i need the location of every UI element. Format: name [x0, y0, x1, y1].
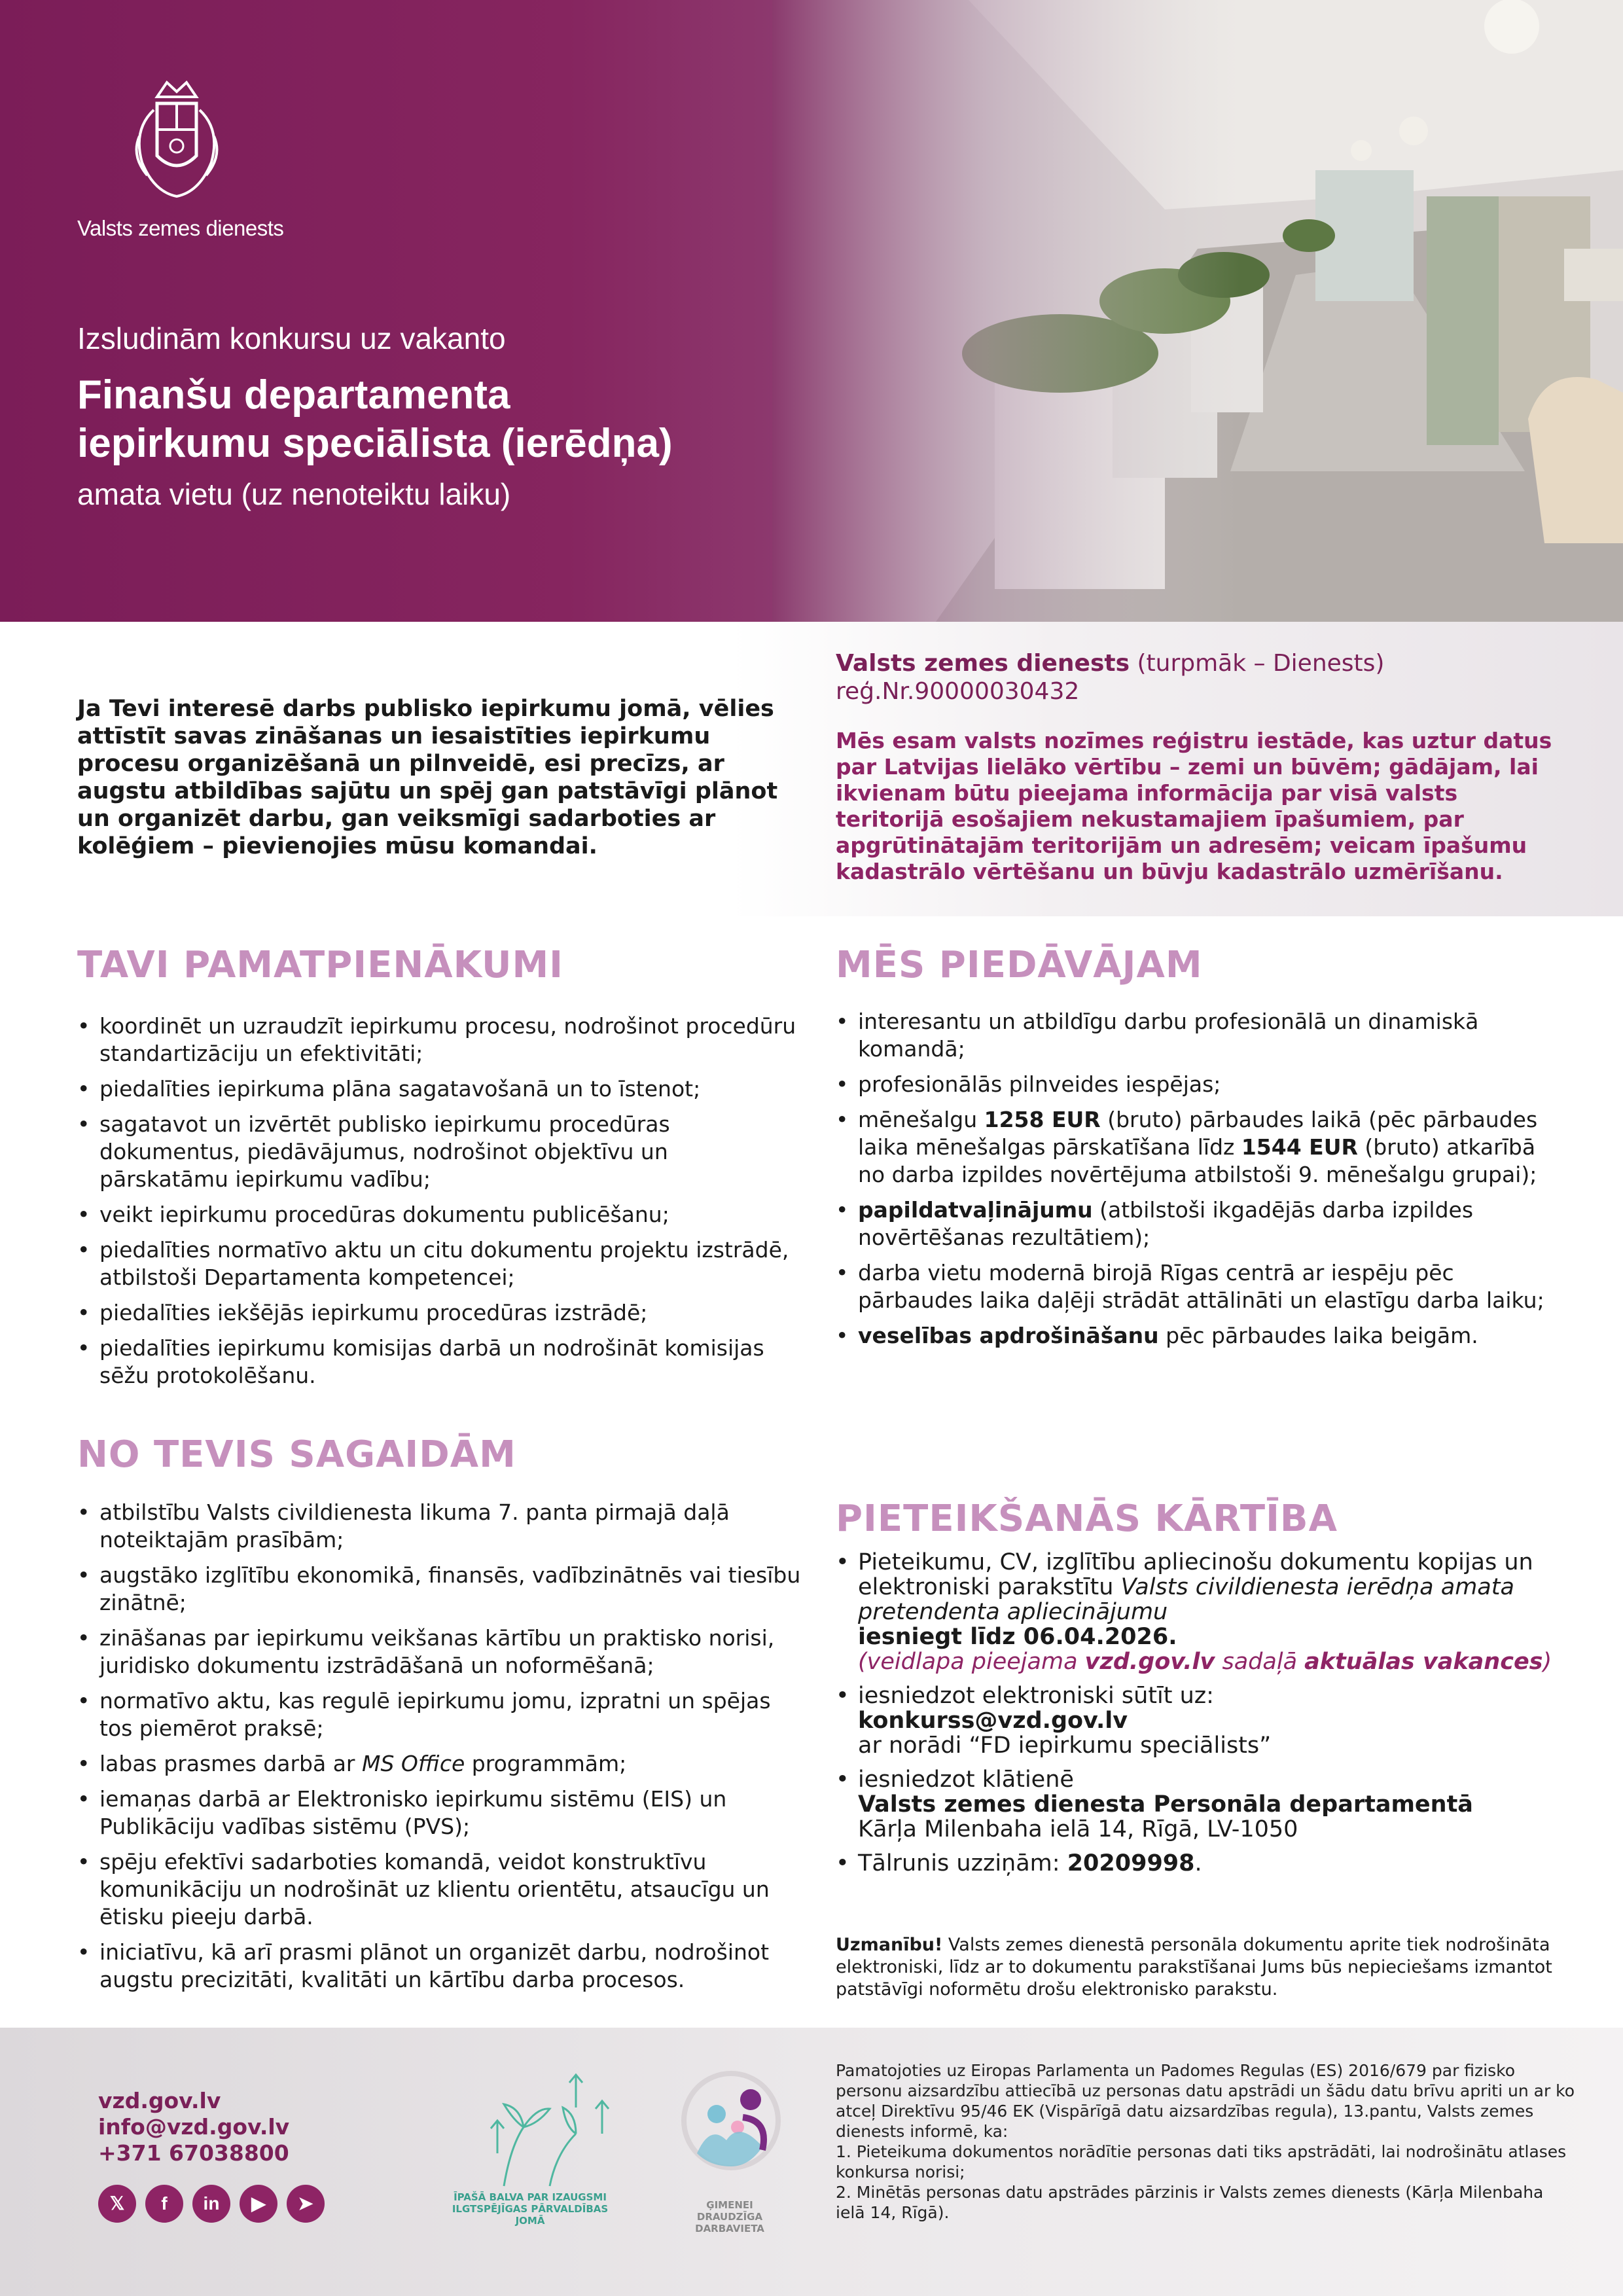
application-note: ar norādi “FD iepirkumu speciālists” [858, 1732, 1272, 1759]
application-form-name: Valsts civildienesta ierēdņa amata pretendenta apliecinājumu [858, 1574, 1514, 1625]
list-item: • spēju efektīvi sadarboties komandā, veidot konstruktīvu komunikāciju un nodrošināt uz klientu orientētu, atsaucīgu un ētisku pieeju darbā. [77, 1848, 804, 1931]
facebook-icon[interactable]: f [145, 2185, 183, 2223]
requirements-heading: NO TEVIS SAGAIDĀM [77, 1433, 516, 1476]
application-heading: PIETEIKŠANĀS KĀRTĪBA [836, 1498, 1338, 1540]
list-item: • interesantu un atbildīgu darbu profesionālā un dinamiskā komandā; [836, 1008, 1569, 1063]
warning-label: Uzmanību! [836, 1935, 943, 1955]
brand-name: Valsts zemes dienests [77, 216, 284, 240]
office-photo [772, 0, 1623, 622]
header-banner [0, 0, 1623, 622]
duties-list [77, 1013, 804, 1397]
footer-website[interactable]: vzd.gov.lv [98, 2088, 221, 2113]
bonus-text: (atbilstoši ikgadējās darba izpildes novērtēšanas rezultātiem); [858, 1197, 1474, 1250]
award-caption: ĪPAŠĀ BALVA PAR IZAUGSMI ILGTSPĒJĪGAS PĀRVALDĪBAS JOMĀ [452, 2191, 609, 2227]
coat-of-arms-logo [128, 77, 226, 208]
list-item: • iniciatīvu, kā arī prasmi plānot un organizēt darbu, nodrošinot augstu precizitāti, kvalitāti un kārtību darba procesos. [77, 1939, 804, 1994]
list-item: • piedalīties iekšējās iepirkumu procedūras izstrādē; [77, 1299, 804, 1327]
list-item: • darba vietu modernā birojā Rīgas centrā ar iespēju pēc pārbaudes laika daļēji strādāt attālināti un elastīgu darba laiku; [836, 1259, 1569, 1314]
list-item: • piedalīties normatīvo aktu un citu dokumentu projektu izstrādē, atbilstoši Departamenta kompetencei; [77, 1236, 804, 1291]
list-item: • profesionālās pilnveides iespējas; [836, 1071, 1569, 1098]
list-item: • normatīvo aktu, kas regulē iepirkumu jomu, izpratni un spējas tos piemērot praksē; [77, 1687, 804, 1742]
ms-office-name: MS Office [361, 1751, 465, 1776]
list-item: • koordinēt un uzraudzīt iepirkumu procesu, nodrošinot procedūru standartizāciju un efektivitāti; [77, 1013, 804, 1067]
organization-about: Mēs esam valsts nozīmes reģistru iestāde, kas uztur datus par Latvijas lielāko vērtību – zemi un būvēm; gādājam, lai ikvienam būtu pieejama informācija par visā valsts teritorijā esošajiem nekustamajiem īpašumiem, par apgrūtinātajām teritorijām un adresēm; veicam īpašumu kadastrālo vērtēšanu un būvju kadastrālo uzmērīšanu. [836, 728, 1552, 884]
list-item: • zināšanas par iepirkumu veikšanas kārtību un praktisko norisi, juridisko dokumentu izstrādāšanā un noformēšanā; [77, 1624, 804, 1679]
bonus-label: papildatvaļinājumu [858, 1197, 1093, 1223]
offer-list [836, 1008, 1569, 1357]
salary-text: (bruto) pārbaudes laikā (pēc pārbaudes laika mēnešalgas pārskatīšana līdz [858, 1107, 1538, 1160]
application-text: Tālrunis uzziņām: [858, 1850, 1067, 1876]
form-availability [858, 1649, 1552, 1675]
application-email-link[interactable]: konkurss@vzd.gov.lv [858, 1708, 1128, 1734]
footer-phone[interactable]: +371 67038800 [98, 2140, 289, 2166]
application-documents [836, 1550, 1569, 1674]
application-in-person [836, 1767, 1569, 1842]
x-icon[interactable]: 𝕏 [98, 2185, 136, 2223]
list-item [77, 1750, 804, 1778]
linkedin-icon[interactable]: in [192, 2185, 230, 2223]
footer-email[interactable]: info@vzd.gov.lv [98, 2114, 290, 2140]
organization-name: Valsts zemes dienests [836, 650, 1130, 677]
phone-number[interactable]: 20209998 [1067, 1850, 1195, 1876]
list-item: • atbilstību Valsts civildienesta likuma 7. panta pirmajā daļā noteiktajām prasībām; [77, 1499, 804, 1554]
ms-office-prefix: labas prasmes darbā ar [99, 1751, 362, 1776]
form-text: ) [1543, 1649, 1552, 1675]
requirements-list [77, 1499, 804, 2001]
address: Kārļa Milenbaha ielā 14, Rīgā, LV-1050 [858, 1816, 1298, 1842]
hr-department: Valsts zemes dienesta Personāla departamentā [858, 1791, 1473, 1818]
list-item: • sagatavot un izvērtēt publisko iepirkumu procedūras dokumentus, piedāvājumus, nodrošinot objektīvu un pārskatāmu iepirkumu vadību; [77, 1111, 804, 1193]
family-friendly-logo [677, 2068, 785, 2196]
gdpr-text: Pamatojoties uz Eiropas Parlamenta un Padomes Regulas (ES) 2016/679 par fizisko personu aizsardzību attiecībā uz personas datu apstrādi un šādu datu brīvu apriti un ar ko atceļ Direktīvu 95/46 EK (Vispārīgā datu aizsardzības regula), 13.pantu, Valsts zemes dienests informē, ka: [836, 2061, 1575, 2141]
job-title-line-1: Finanšu departamenta [77, 372, 510, 418]
salary-text: mēnešalgu [858, 1107, 984, 1132]
duties-heading: TAVI PAMATPIENĀKUMI [77, 944, 564, 986]
application-text: iesniedzot klātienē [858, 1767, 1074, 1793]
application-text: Pieteikumu, CV, izglītību apliecinošu dokumentu kopijas un elektroniski parakstītu [858, 1549, 1533, 1600]
bonus-item [836, 1196, 1569, 1251]
organization-line [836, 648, 1384, 679]
job-subtitle: amata vietu (uz nenoteiktu laiku) [77, 477, 511, 511]
gdpr-point-1: 1. Pieteikuma dokumentos norādītie personas dati tiks apstrādāti, lai nodrošinātu atlases konkursa norisi; [836, 2142, 1567, 2181]
salary-text: (bruto) atkarībā no darba izpildes novērtējuma atbilstoši 9. mēnešalgu grupai); [858, 1134, 1537, 1187]
insurance-item [836, 1322, 1569, 1350]
form-text: (veidlapa pieejama [858, 1649, 1085, 1675]
application-deadline: iesniegt līdz 06.04.2026. [858, 1624, 1177, 1650]
youtube-icon[interactable]: ▶ [240, 2185, 277, 2223]
list-item: • iemaņas darbā ar Elektronisko iepirkumu sistēmu (EIS) un Publikāciju vadības sistēmu (PVS); [77, 1785, 804, 1840]
sustainability-award-logo [484, 2068, 615, 2189]
ms-office-suffix: programmām; [465, 1751, 627, 1776]
application-list [836, 1550, 1569, 1885]
warning-text: Valsts zemes dienestā personāla dokumentu aprite tiek nodrošināta elektroniski, līdz ar to dokumentu parakstīšanai Jums būs nepieciešams izmantot patstāvīgi noformētu drošu elektronisko parakstu. [836, 1935, 1552, 2000]
family-caption: ĢIMENEI DRAUDZĪGA DARBAVIETA [695, 2199, 764, 2234]
announcement-intro: Izsludinām konkursu uz vakanto [77, 321, 506, 355]
gdpr-point-2: 2. Minētās personas datu apstrādes pārzinis ir Valsts zemes dienests (Kārļa Milenbaha ielā 14, Rīgā). [836, 2183, 1544, 2222]
offer-heading: MĒS PIEDĀVĀJAM [836, 944, 1203, 986]
telegram-icon[interactable]: ➤ [287, 2185, 325, 2223]
list-item: • augstāko izglītību ekonomikā, finansēs, vadībzinātnēs vai tiesību zinātnē; [77, 1562, 804, 1617]
form-text: sadaļā [1215, 1649, 1305, 1675]
list-item: • veikt iepirkumu procedūras dokumentu publicēšanu; [77, 1201, 804, 1229]
job-title-line-2: iepirkumu speciālista (ierēdņa) [77, 421, 673, 466]
application-text: iesniedzot elektroniski sūtīt uz: [858, 1683, 1214, 1709]
salary-after: 1544 EUR [1241, 1134, 1358, 1160]
list-item: • piedalīties iepirkuma plāna sagatavošanā un to īstenot; [77, 1075, 804, 1103]
intro-pitch: Ja Tevi interesē darbs publisko iepirkumu jomā, vēlies attīstīt savas zināšanas un iesaistīties iepirkumu procesu organizēšanā un pilnveidē, esi precīzs, ar augstu atbildības sajūtu un spēj gan patstāvīgi plānot un organizēt darbu, gan veiksmīgi sadarboties ar kolēģiem – pievienojies mūsu komandai. [77, 696, 778, 859]
application-phone [836, 1851, 1569, 1876]
application-electronic [836, 1683, 1569, 1758]
website-link[interactable]: vzd.gov.lv [1084, 1649, 1215, 1675]
insurance-text: pēc pārbaudes laika beigām. [1158, 1323, 1478, 1348]
salary-probation: 1258 EUR [984, 1107, 1101, 1132]
insurance-label: veselības apdrošināšanu [858, 1323, 1159, 1348]
salary-item [836, 1106, 1569, 1189]
gdpr-notice [836, 2060, 1575, 2223]
registration-number: reģ.Nr.90000030432 [836, 678, 1080, 705]
organization-suffix: (turpmāk – Dienests) [1137, 650, 1385, 677]
list-item: • piedalīties iepirkumu komisijas darbā un nodrošināt komisijas sēžu protokolēšanu. [77, 1335, 804, 1390]
e-signature-warning [836, 1934, 1575, 2001]
application-text: . [1194, 1850, 1202, 1876]
vacancies-link[interactable]: aktuālas vakances [1304, 1649, 1543, 1675]
